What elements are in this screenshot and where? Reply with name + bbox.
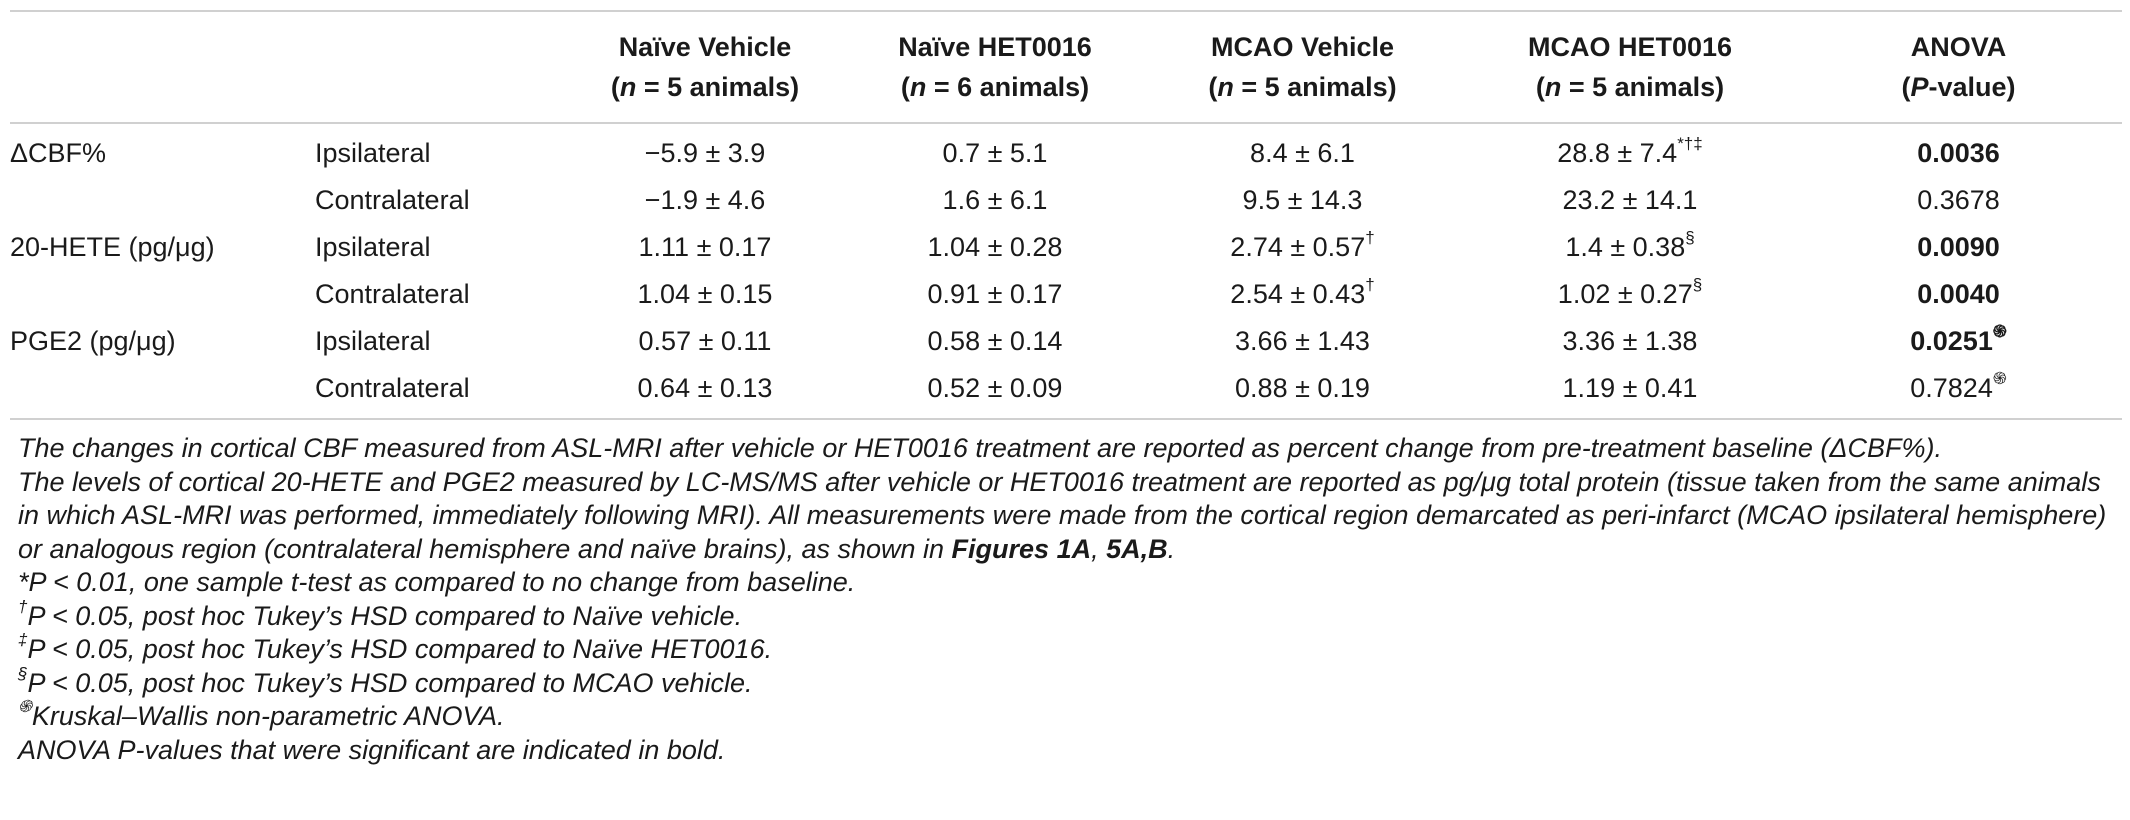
measure-cell: 20-HETE (pg/μg) (10, 232, 215, 262)
header-anova: ANOVA (P-value) (1901, 32, 2016, 102)
hemisphere-cell: Ipsilateral (315, 326, 431, 356)
figure-ref-link[interactable]: Figures 1A (951, 533, 1092, 564)
table-row (10, 271, 2122, 318)
value-cell: 2.74 ± 0.57† (1230, 228, 1375, 262)
hemisphere-cell: Contralateral (315, 373, 470, 403)
table-row (10, 123, 2122, 177)
footnote-dagger: †P < 0.05, post hoc Tukey’s HSD compared to Naïve vehicle. (18, 596, 743, 631)
pvalue-cell: 0.0040 (1917, 279, 2000, 309)
table-container (10, 10, 2122, 767)
results-table (10, 10, 2122, 420)
measure-cell (10, 271, 315, 318)
header-hemisphere (315, 11, 560, 123)
hemisphere-cell: Ipsilateral (315, 232, 431, 262)
pvalue-cell: 0.7824֍ (1910, 369, 2007, 403)
note-levels: The levels of cortical 20-HETE and PGE2 measured by LC-MS/MS after vehicle or HET0016 treatment are reported as pg/μg total protein (tissue taken from the same animals in which ASL-MRI was performed, immediately following MRI). All measurements were made from the cortical region demarcated as peri-infarct (MCAO ipsilateral hemisphere) or analogous region (contralateral hemisphere and naïve brains), as shown in Figures 1A, 5A,B. (18, 466, 2107, 564)
table-footnotes (10, 420, 2122, 767)
value-cell: 9.5 ± 14.3 (1242, 185, 1363, 215)
value-cell: 1.04 ± 0.28 (927, 232, 1063, 262)
table-header-row (10, 11, 2122, 123)
value-cell: 3.66 ± 1.43 (1235, 326, 1370, 356)
table-row (10, 318, 2122, 365)
measure-cell: PGE2 (pg/μg) (10, 326, 176, 356)
figure-ref-link[interactable]: 5A,B (1106, 533, 1168, 564)
pvalue-cell: 0.3678 (1917, 185, 2000, 215)
value-cell: 23.2 ± 14.1 (1562, 185, 1698, 215)
value-cell: 0.58 ± 0.14 (927, 326, 1063, 356)
value-cell: 0.57 ± 0.11 (638, 326, 772, 356)
header-mcao-het0016: MCAO HET0016 (n = 5 animals) (1527, 32, 1733, 102)
value-cell: 2.54 ± 0.43† (1230, 275, 1375, 309)
measure-cell (10, 365, 315, 419)
hemisphere-cell: Contralateral (315, 279, 470, 309)
table-row (10, 365, 2122, 419)
pvalue-cell: 0.0090 (1917, 232, 2000, 262)
hemisphere-cell: Ipsilateral (315, 138, 431, 168)
footnote-kruskal: ֍Kruskal–Wallis non-parametric ANOVA. (18, 697, 505, 731)
header-measure (10, 11, 315, 123)
value-cell: −1.9 ± 4.6 (644, 185, 766, 215)
hemisphere-cell: Contralateral (315, 185, 470, 215)
footnote-double-dagger: ‡P < 0.05, post hoc Tukey’s HSD compared to Naïve HET0016. (18, 630, 773, 664)
note-cbf: The changes in cortical CBF measured from ASL-MRI after vehicle or HET0016 treatment are reported as percent change from pre-treatment baseline (ΔCBF%). (18, 433, 1942, 463)
value-cell: 1.19 ± 0.41 (1562, 373, 1698, 403)
measure-cell (10, 177, 315, 224)
value-cell: 8.4 ± 6.1 (1250, 138, 1355, 168)
pvalue-cell: 0.0251֍ (1910, 322, 2007, 356)
pvalue-cell: 0.0036 (1917, 138, 2000, 168)
table-row (10, 177, 2122, 224)
value-cell: 1.04 ± 0.15 (637, 279, 773, 309)
value-cell: 0.7 ± 5.1 (942, 138, 1048, 168)
footnote-bold: ANOVA P-values that were significant are indicated in bold. (18, 734, 726, 765)
value-cell: 1.4 ± 0.38§ (1565, 228, 1695, 262)
footnote-section: §P < 0.05, post hoc Tukey’s HSD compared to MCAO vehicle. (18, 663, 753, 698)
header-naive-het0016: Naïve HET0016 (n = 6 animals) (898, 32, 1092, 102)
value-cell: 0.88 ± 0.19 (1235, 373, 1370, 403)
value-cell: 1.02 ± 0.27§ (1557, 275, 1703, 309)
footnote-star: *P < 0.01, one sample t-test as compared to no change from baseline. (18, 567, 856, 597)
value-cell: 0.52 ± 0.09 (927, 373, 1063, 403)
value-cell: 0.64 ± 0.13 (637, 373, 773, 403)
value-cell: 28.8 ± 7.4*†‡ (1557, 134, 1703, 168)
value-cell: 3.36 ± 1.38 (1562, 326, 1698, 356)
header-naive-vehicle: Naïve Vehicle (n = 5 animals) (610, 32, 800, 102)
value-cell: 1.6 ± 6.1 (942, 185, 1048, 215)
value-cell: 0.91 ± 0.17 (927, 279, 1063, 309)
measure-cell: ΔCBF% (10, 138, 107, 168)
table-row (10, 224, 2122, 271)
value-cell: −5.9 ± 3.9 (644, 138, 766, 168)
header-mcao-vehicle: MCAO Vehicle (n = 5 animals) (1208, 32, 1397, 102)
value-cell: 1.11 ± 0.17 (638, 232, 772, 262)
